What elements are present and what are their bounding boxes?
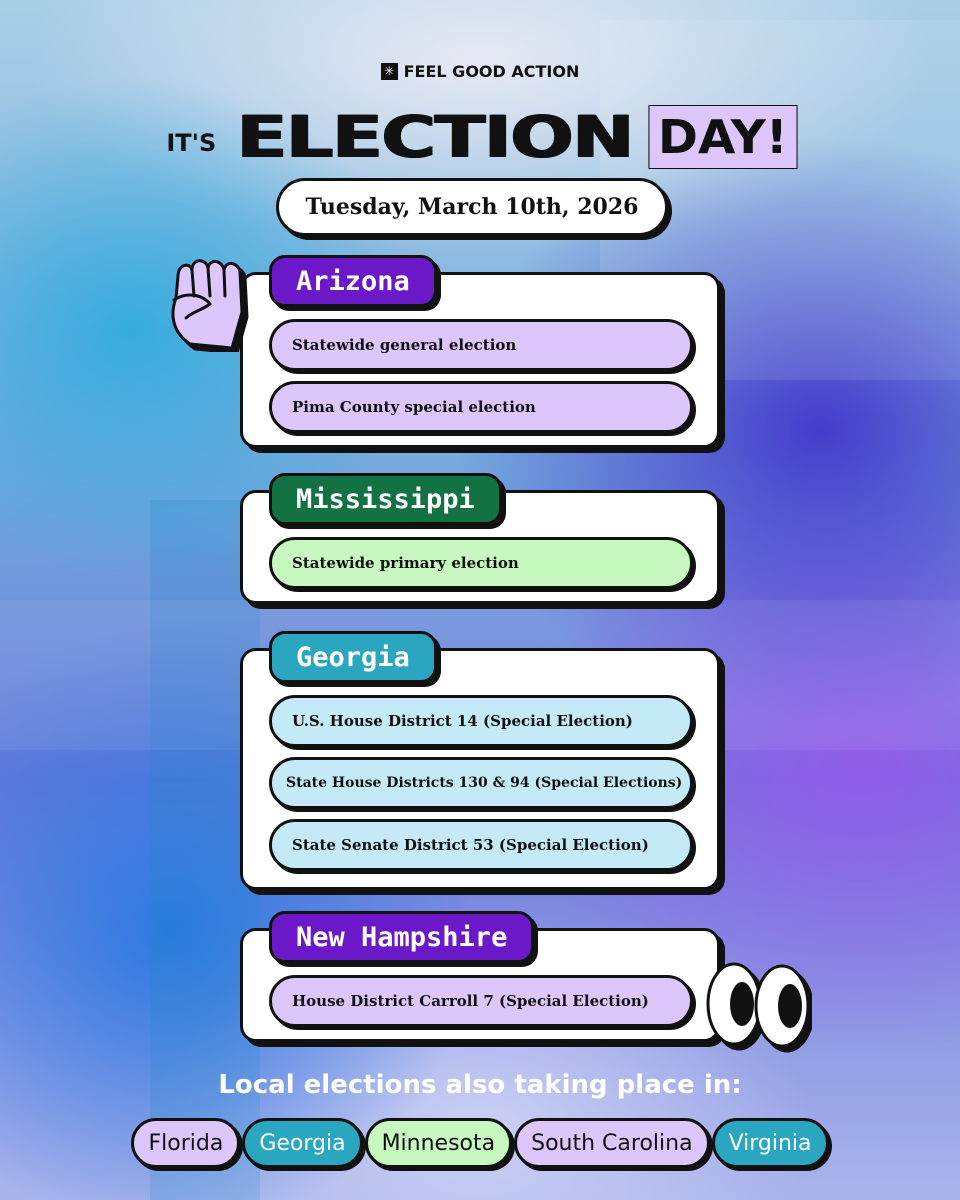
election-date: Tuesday, March 10th, 2026 — [276, 178, 668, 236]
local-chip-south-carolina: South Carolina — [514, 1118, 709, 1168]
headline — [0, 104, 960, 170]
election-item: State Senate District 53 (Special Election) — [269, 819, 693, 871]
election-item: Statewide primary election — [269, 537, 693, 589]
election-item: State House Districts 130 & 94 (Special Elections) — [269, 757, 693, 809]
election-item: Pima County special election — [269, 381, 693, 433]
cartoon-eyes-icon — [704, 958, 812, 1054]
asterisk-logo-icon: ✳ — [381, 63, 398, 80]
state-name-tab: Arizona — [269, 255, 437, 307]
local-chip-virginia: Virginia — [712, 1118, 829, 1168]
brand-logo — [0, 62, 960, 81]
state-card-mississippi — [240, 483, 720, 604]
state-name-tab: Georgia — [269, 631, 437, 683]
election-item: U.S. House District 14 (Special Election) — [269, 695, 693, 747]
headline-day: DAY! — [648, 105, 797, 169]
election-item: Statewide general election — [269, 319, 693, 371]
local-elections-list — [0, 1118, 960, 1168]
state-card-new-hampshire — [240, 921, 720, 1042]
local-chip-minnesota: Minnesota — [365, 1118, 513, 1168]
local-elections-heading: Local elections also taking place in: — [218, 1070, 742, 1100]
state-card-georgia — [240, 641, 720, 890]
headline-its: IT'S — [166, 129, 217, 157]
state-card-arizona — [240, 265, 720, 448]
brand-name: FEEL GOOD ACTION — [403, 62, 580, 81]
state-name-tab: Mississippi — [269, 473, 502, 525]
state-name-tab: New Hampshire — [269, 911, 534, 963]
raised-fist-icon — [162, 252, 254, 352]
headline-election: ELECTION — [236, 103, 634, 171]
election-item: House District Carroll 7 (Special Election) — [269, 975, 693, 1027]
local-chip-florida: Florida — [131, 1118, 240, 1168]
local-chip-georgia: Georgia — [242, 1118, 362, 1168]
